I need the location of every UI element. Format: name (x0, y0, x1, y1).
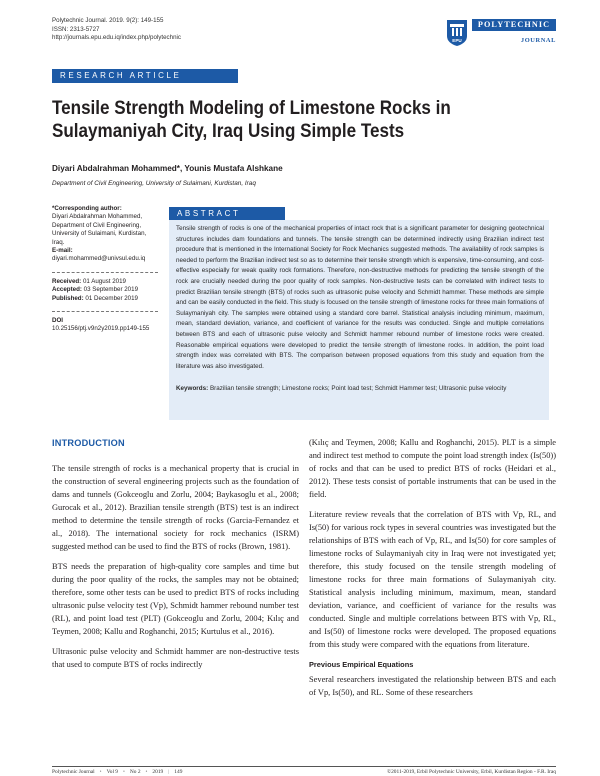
introduction-heading: INTRODUCTION (52, 438, 125, 448)
body-column-right (309, 436, 556, 706)
intro-paragraph: Ultrasonic pulse velocity and Schmidt hammer are non-destructive tests that used to compute BTS of rocks indirectly (52, 647, 299, 669)
published-date: 01 December 2019 (85, 294, 139, 302)
email-value[interactable]: diyari.mohammed@univsul.edu.iq (52, 255, 146, 263)
keywords-list: Brazilian tensile strength; Limestone rocks; Point load test; Schmidt Hammer test; Ultrasonic pulse velocity (209, 385, 507, 392)
article-type-bar: RESEARCH ARTICLE (52, 69, 238, 83)
accepted-date: 03 September 2019 (83, 286, 139, 294)
logo-band-text: POLYTECHNIC (472, 19, 556, 31)
published-label: Published: (52, 294, 84, 302)
corresponding-author-label: *Corresponding author: (52, 205, 122, 212)
doi-block (52, 317, 158, 334)
journal-meta (52, 17, 181, 43)
footer-page: 149 (174, 769, 183, 775)
journal-citation: Polytechnic Journal. 2019. 9(2): 149-155 (52, 17, 164, 24)
previous-equations-heading: Previous Empirical Equations (309, 660, 414, 669)
dates-block (52, 278, 158, 303)
intro-paragraph: The tensile strength of rocks is a mechanical property that is crucial in the construction of several engineering projects such as the foundation of dams and tunnels (Gokceoglu and Zorlu, 2004; Baykasoglu et al., 2008; Gurocak et al., 2012). Brazilian tensile strength (BTS) test is an indirect method to determine the tensile strength of rocks (Garcia-Fernandez et al., 2018). The international society for rock mechanics (ISRM) suggested method can be used to find the BTS of rocks (Brown, 1981). (52, 464, 299, 551)
intro-paragraph: BTS needs the preparation of high-quality core samples and time but during the poor quality of the rocks, the samples may not be obtained; therefore, some other tests can be used to predict BTS of rocks including ultrasonic pulse velocity test (Vp), Schmidt hammer rebound number test (RL), and point load test (PLT) (Gokceoglu and Zorlu, 2004; Kılıç and Teymen, 2008; Kallu and Roghanchi, 2015; Kurtulus et al., 2016). (52, 562, 299, 636)
corresponding-author-dept: Department of Civil Engineering, University of Sulaimani, Kurdistan, Iraq. (52, 221, 147, 246)
intro-paragraph: (Kılıç and Teymen, 2008; Kallu and Roghanchi, 2015). PLT is a simple and indirect test method to compute the point load strength index (Is(50)) of rocks and that can be used to predict BTS of rocks (Heidari et al., 2012). These tests consist of portable instruments that can be used in the field. (309, 438, 556, 499)
doi-value[interactable]: 10.25156/ptj.v9n2y2019.pp149-155 (52, 325, 150, 333)
corresponding-author-name: Diyari Abdalrahman Mohammed, (52, 213, 143, 221)
received-label: Received: (52, 277, 82, 285)
logo-sub-text: JOURNAL (520, 37, 556, 44)
journal-url[interactable]: http://journals.epu.edu.iq/index.php/polytechnic (52, 34, 181, 42)
journal-issn: ISSN: 2313-5727 (52, 25, 100, 33)
doi-label: DOI (52, 317, 64, 325)
intro-paragraph: Literature review reveals that the correlation of BTS with Vp, RL, and Is(50) for various rock types in several countries was investigated but the relationships of BTS with each of Vp, RL, and Is(50) for core samples of limestone rocks of Sulaymaniyah city in Iraq were not investigated yet; therefore, this study focused on the tensile strength modeling of limestone rocks for three main formations of Sulaymaniyah city. Statistical analysis including minimum, maximum, mean, standard deviation, variance, and coefficient of variance for the results was conducted. Single and multiple correlations between BTS with Vp, RL, and Is(50) of limestone rocks were developed. The proposed equations from this study were compared with the equations from literature. (309, 510, 556, 649)
email-label: E-mail: (52, 247, 73, 255)
body-column-left (52, 462, 299, 678)
intro-paragraph: Several researchers investigated the relationship between BTS and each of Vp, Is(50), and RL. Some of these researchers (309, 675, 556, 697)
keywords-label: Keywords: (176, 385, 209, 392)
keywords (176, 384, 544, 395)
affiliation: Department of Civil Engineering, University of Sulaimani, Kurdistan, Iraq (52, 180, 256, 187)
footer-rule (52, 766, 556, 767)
footer-year: 2019 (152, 769, 164, 775)
received-date: 01 August 2019 (82, 277, 126, 285)
footer-journal: Polytechnic Journal (52, 769, 95, 775)
shield-icon (446, 19, 468, 47)
footer-copyright: ©2011-2019, Erbil Polytechnic University, Erbil, Kurdistan Region - F.R. Iraq (386, 769, 556, 775)
article-info-sidebar (52, 205, 158, 342)
journal-logo (446, 19, 556, 53)
corresponding-author-block (52, 205, 158, 264)
sidebar-divider (52, 272, 158, 273)
sidebar-divider (52, 311, 158, 312)
accepted-label: Accepted: (52, 286, 82, 294)
footer-number: No 2 (129, 769, 141, 775)
paper-title: Tensile Strength Modeling of Limestone Rocks in Sulaymaniyah City, Iraq Using Simple Tests (52, 97, 451, 142)
footer-volume: Vol 9 (106, 769, 118, 775)
footer-left: Polytechnic Journal • Vol 9 • No 2 • 2019 | 149 (52, 769, 183, 775)
abstract-text: Tensile strength of rocks is one of the mechanical properties of intact rock that is a significant parameter for designing geotechnical structures includes dam foundations and tunnels. The tensile strength can be determined indirectly using Brazilian indirect test procedure that is mentioned in the International Society for Rock Mechanics suggested methods. The availability of rock samples is needed to perform the Brazilian indirect test so as to determine their tensile strength which is expensive, time-consuming, and cost-effective especially for weak quality rock formations. Therefore, non-destructive methods for predicting the tensile strength of the rock are crucially needed during the poor quality of rock samples. Non-destructive tests can be correlated with indirect tests to predict Brazilian tensile strength (BTS) of rocks such as ultrasonic pulse velocity and Schmidt hammer. These methods are simple and can be easily conducted in the field. This study is focused on the tensile strength of limestone rocks for three main formations of Sulaymaniyah city. The samples were obtained using a standard core barrel. Statistical analysis including minimum, maximum, mean, standard deviation, variance, and coefficient of variance for the results was conducted. Single and multiple correlations between BTS and each of ultrasonic pulse velocity and Schmidt hammer rebound number of limestone rocks were created. Reasonable empirical equations were developed to predict the tensile strength of limestone rocks. In addition, the point load strength index was correlated with BTS. The comparison between proposed equations from this study and equation from the literature was also investigated. (176, 225, 544, 370)
author-list: Diyari Abdalrahman Mohammed*, Younis Mustafa Alshkane (52, 164, 283, 173)
logo-shield-text: EPU (452, 38, 462, 43)
abstract-heading: ABSTRACT (169, 207, 285, 220)
